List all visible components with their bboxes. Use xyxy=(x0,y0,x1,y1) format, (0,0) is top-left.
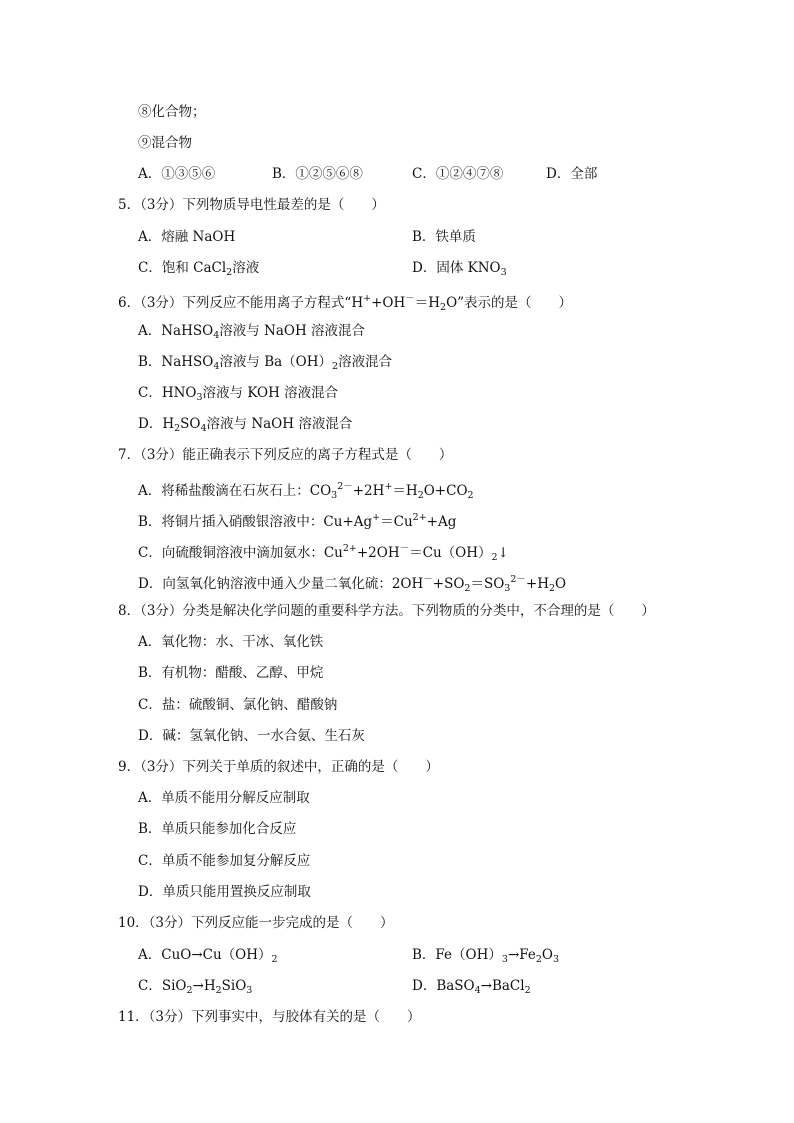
q10-option-b: B．$Fe(OH)_3\to Fe_2O_3$ xyxy=(412,947,560,965)
q8-option-c: C．盐：硫酸铜、氯化钠、醋酸钠 xyxy=(138,697,338,713)
q4-option-b: B．①②⑤⑥⑧ xyxy=(272,166,363,182)
q4-item-8: ⑧化合物； xyxy=(138,104,206,120)
q5-option-b: B．铁单质 xyxy=(412,229,476,245)
q4-option-d: D．全部 xyxy=(546,166,598,182)
q6-option-d: D．$H_2SO_4$溶液与 NaOH 溶液混合 xyxy=(138,416,353,434)
q9-stem: 9．（3分）下列关于单质的叙述中，正确的是（ ） xyxy=(118,759,439,775)
q5-option-c: C．饱和 CaCl$_2$溶液 xyxy=(138,260,260,278)
q8-option-b: B．有机物：醋酸、乙醇、甲烷 xyxy=(138,665,324,681)
q9-option-c: C．单质不能参加复分解反应 xyxy=(138,853,311,869)
q7-option-b: B．将铜片插入硝酸银溶液中：$Cu+Ag^+=Cu^{2+}+Ag$ xyxy=(138,512,457,530)
q7-option-d: D．向氢氧化钠溶液中通入少量二氧化硫：$2OH^-+SO_2=SO_3^{2-}+H_2O$ xyxy=(138,574,567,594)
q11-stem: 11．（3分）下列事实中，与胶体有关的是（ ） xyxy=(118,1009,421,1025)
q4-option-c: C．①②④⑦⑧ xyxy=(412,166,504,182)
q5-stem: 5．（3分）下列物质导电性最差的是（ ） xyxy=(118,197,385,213)
q10-option-a: A．$CuO\to Cu(OH)_2$ xyxy=(138,947,278,965)
q6-option-a: A．NaHSO$_4$溶液与 NaOH 溶液混合 xyxy=(138,323,366,341)
q9-option-a: A．单质不能用分解反应制取 xyxy=(138,790,310,806)
q7-option-c: C．向硫酸铜溶液中滴加氨水：$Cu^{2+}+2OH^-=Cu(OH)_2↓$ xyxy=(138,543,509,563)
q8-option-a: A．氧化物：水、干冰、氧化铁 xyxy=(138,634,324,650)
q6-stem: 6．（3分）下列反应不能用离子方程式“$H^++OH^-=H_2O$”表示的是（ ） xyxy=(118,293,573,313)
q10-option-d: D．BaSO$_4$→BaCl$_2$ xyxy=(412,978,531,996)
q7-option-a: A．将稀盐酸滴在石灰石上：$CO_3^{2-}+2H^+=H_2O+CO_2$ xyxy=(138,481,474,501)
q10-stem: 10．（3分）下列反应能一步完成的是（ ） xyxy=(118,915,394,931)
q8-stem: 8．（3分）分类是解决化学问题的重要科学方法。下列物质的分类中，不合理的是（ ） xyxy=(118,603,655,619)
q6-option-b: B．NaHSO$_4$溶液与 $Ba(OH)_2$溶液混合 xyxy=(138,354,393,372)
q4-option-a: A．①③⑤⑥ xyxy=(138,166,216,182)
q9-option-b: B．单质只能参加化合反应 xyxy=(138,821,297,837)
q8-option-d: D．碱：氢氧化钠、一水合氨、生石灰 xyxy=(138,728,365,744)
q4-item-9: ⑨混合物 xyxy=(138,135,192,151)
q5-option-d: D．固体 $KNO_3$ xyxy=(412,260,507,278)
q6-option-c: C．$HNO_3$溶液与 KOH 溶液混合 xyxy=(138,385,339,403)
q7-stem: 7．（3分）能正确表示下列反应的离子方程式是（ ） xyxy=(118,447,453,463)
q10-option-c: C．$SiO_2\to H_2SiO_3$ xyxy=(138,978,253,996)
q9-option-d: D．单质只能用置换反应制取 xyxy=(138,884,311,900)
q5-option-a: A．熔融 NaOH xyxy=(138,229,236,245)
